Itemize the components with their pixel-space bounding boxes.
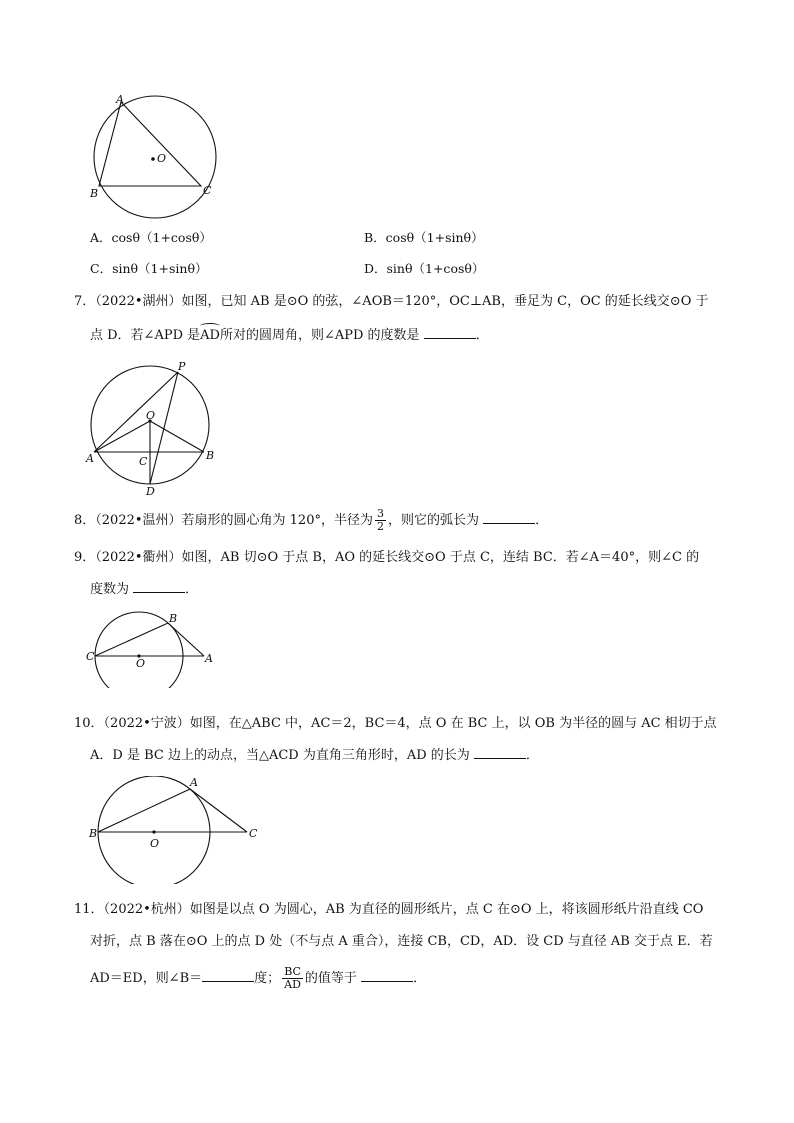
q10-text: A．D 是 BC 边上的动点，当△ACD 为直角三角形时，AD 的长为 — [90, 748, 470, 763]
q8-end: ． — [535, 513, 549, 528]
center-point — [152, 830, 155, 833]
arc-ad: AD — [200, 326, 220, 346]
q11-text-a: AD＝ED，则∠B＝ — [90, 971, 203, 986]
label-d: D — [146, 485, 155, 498]
label-c: C — [86, 650, 95, 663]
fraction-bc-ad — [282, 966, 303, 991]
label-o: O — [136, 657, 146, 670]
answer-blank-q10[interactable] — [474, 746, 526, 759]
question-11-line-3 — [90, 966, 426, 991]
center-point — [151, 157, 155, 161]
segment-ob — [150, 421, 204, 452]
q8-text-b: ，则它的弧长为 — [387, 513, 479, 528]
q7-text-a: 点 D．若∠APD 是 — [90, 328, 201, 343]
frac-numerator: BC — [284, 965, 301, 978]
question-7-line-2 — [90, 326, 489, 346]
question-10-line-2 — [90, 746, 539, 766]
label-o: O — [157, 152, 167, 165]
answer-blank-q11-ratio[interactable] — [361, 969, 413, 982]
label-a: A — [205, 652, 213, 665]
question-9-line-2 — [90, 580, 198, 600]
figure-q10 — [84, 776, 264, 884]
option-b: B．cosθ（1+sinθ） — [364, 230, 484, 245]
question-11-line-2: 对折，点 B 落在⊙O 上的点 D 处（不与点 A 重合），连接 CB，CD，AD．设 CD 与直径 AB 交于点 E．若 — [90, 934, 713, 949]
label-b: B — [169, 612, 178, 625]
fraction-3-2 — [375, 508, 386, 533]
segment-pd — [150, 372, 178, 484]
option-a: A．cosθ（1+cosθ） — [90, 230, 212, 245]
q10-end: ． — [525, 748, 539, 763]
question-7-line-1: 7．（2022•湖州）如图，已知 AB 是⊙O 的弦，∠AOB＝120°，OC⊥AB，垂足为 C，OC 的延长线交⊙O 于 — [74, 294, 709, 309]
frac-denominator: 2 — [376, 520, 384, 533]
question-9-line-1: 9．（2022•衢州）如图，AB 切⊙O 于点 B，AO 的延长线交⊙O 于点 C，连结 BC．若∠A＝40°，则∠C 的 — [74, 550, 700, 565]
circle-o — [98, 776, 210, 884]
answer-blank-q9[interactable] — [133, 580, 185, 593]
segment-cb — [95, 623, 168, 656]
segment-ac — [190, 789, 247, 832]
triangle-abc — [99, 102, 201, 186]
q9-text: 度数为 — [90, 582, 130, 597]
label-o: O — [146, 409, 156, 422]
label-a: A — [190, 776, 198, 789]
frac-denominator: AD — [284, 978, 301, 991]
label-p: P — [178, 360, 186, 373]
option-d: D．sinθ（1+cosθ） — [364, 261, 485, 276]
label-b: B — [90, 187, 99, 200]
segment-pa — [94, 372, 178, 452]
q7-end: ． — [475, 328, 489, 343]
q11-end: ． — [413, 971, 427, 986]
q11-text-b: 度； — [254, 971, 281, 986]
tangent-ab — [168, 623, 204, 656]
circle-o — [94, 96, 216, 218]
label-b: B — [89, 827, 98, 840]
question-10-line-1: 10．（2022•宁波）如图，在△ABC 中，AC＝2，BC＝4，点 O 在 BC 上，以 OB 为半径的圆与 AC 相切于点 — [74, 716, 717, 731]
frac-numerator: 3 — [376, 507, 384, 520]
answer-blank-q7[interactable] — [424, 326, 476, 339]
label-c: C — [139, 455, 148, 468]
question-11-line-1: 11．（2022•杭州）如图是以点 O 为圆心，AB 为直径的圆形纸片，点 C 在⊙O 上，将该圆形纸片沿直线 CO — [74, 902, 704, 917]
answer-blank-q8[interactable] — [483, 511, 535, 524]
label-o: O — [150, 837, 160, 850]
figure-q7 — [84, 358, 224, 498]
figure-q6 — [84, 92, 224, 222]
label-a: A — [86, 452, 94, 465]
label-b: B — [206, 449, 215, 462]
q11-text-c: 的值等于 — [304, 971, 357, 986]
q7-text-b: 所对的圆周角，则∠APD 的度数是 — [219, 328, 420, 343]
option-c: C．sinθ（1+sinθ） — [90, 261, 208, 276]
label-c: C — [203, 184, 212, 197]
label-a: A — [116, 93, 124, 106]
label-c: C — [249, 827, 258, 840]
answer-blank-q11-angle[interactable] — [202, 969, 254, 982]
figure-q9 — [84, 608, 224, 688]
question-8 — [74, 508, 548, 533]
q9-end: ． — [185, 582, 199, 597]
q8-text-a: 8．（2022•温州）若扇形的圆心角为 120°，半径为 — [74, 513, 373, 528]
